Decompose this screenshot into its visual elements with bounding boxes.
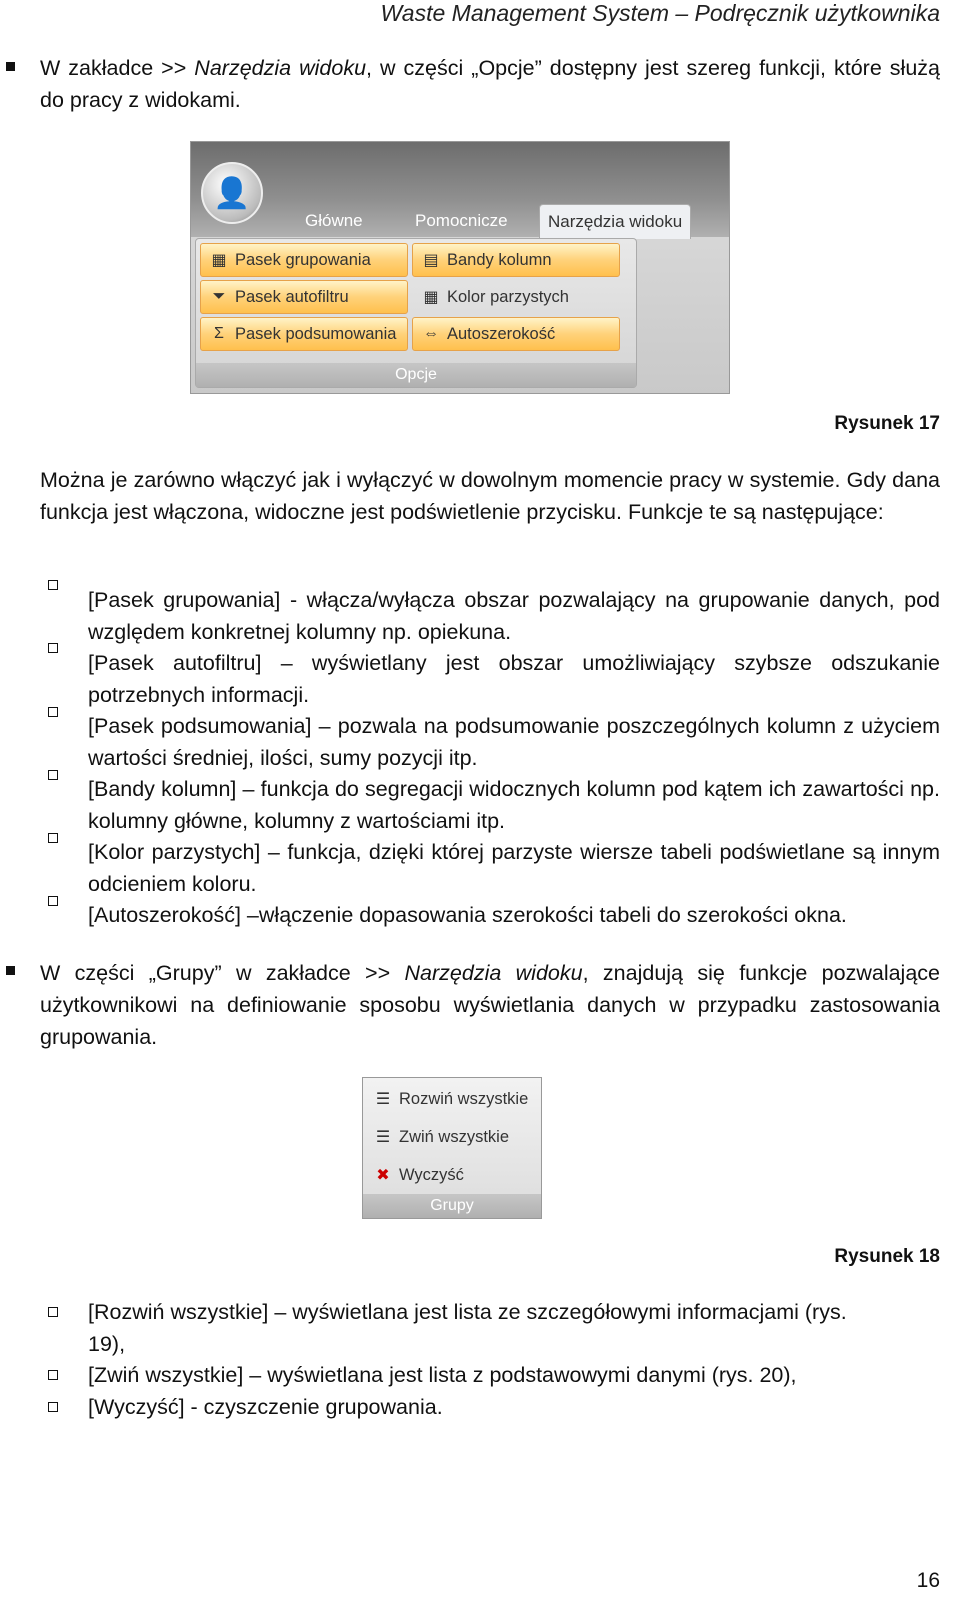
summary-bar-button[interactable]: Σ Pasek podsumowania: [200, 317, 408, 351]
list-item: [Zwiń wszystkie] – wyświetlana jest lista z podstawowymi danymi (rys. 20),: [88, 1363, 797, 1387]
group-label-opcje: Opcje: [196, 363, 636, 387]
group-label-grupy: Grupy: [363, 1194, 541, 1218]
paragraph-functions: Można je zarówno włączyć jak i wyłączyć w dowolnym momencie pracy w systemie. Gdy dana funkcja jest włączona, widoczne jest podświetlenie przycisku. Funkcje te są następujące:: [40, 468, 940, 524]
list-item: [Kolor parzystych] – funkcja, dzięki której parzyste wiersze tabeli podświetlane są innym odcieniem koloru.: [88, 840, 940, 896]
document-header: Waste Management System – Podręcznik użytkownika: [380, 0, 940, 26]
grid-icon: ▦: [423, 289, 439, 306]
list-bullet-icon: [48, 833, 58, 843]
collapse-list-icon: ☰: [375, 1129, 391, 1146]
autowidth-icon: ⇔: [423, 325, 439, 342]
clear-icon: ✖: [376, 1167, 390, 1184]
tab-glowne[interactable]: Główne: [305, 211, 363, 230]
user-avatar-icon: 👤: [201, 162, 263, 224]
ribbon-group-options: [195, 238, 637, 388]
list-bullet-icon: [48, 1370, 58, 1380]
list-item: [Wyczyść] - czyszczenie grupowania.: [88, 1395, 443, 1419]
bullet-square-icon: [6, 966, 15, 975]
autowidth-button[interactable]: ⇔ Autoszerokość: [412, 317, 620, 351]
even-rows-color-button[interactable]: ▦ Kolor parzystych: [412, 280, 620, 314]
list-bullet-icon: [48, 896, 58, 906]
figure-caption-18: Rysunek 18: [834, 1246, 940, 1267]
list-bullet-icon: [48, 580, 58, 590]
list-item: [Pasek podsumowania] – pozwala na podsumowanie poszczególnych kolumn z użyciem wartości średniej, ilości, sumy pozycji itp.: [88, 714, 940, 770]
autofilter-bar-button[interactable]: ⏷ Pasek autofiltru: [200, 280, 408, 314]
expand-all-button[interactable]: ☰ Rozwiń wszystkie: [369, 1084, 528, 1114]
list-bullet-icon: [48, 707, 58, 717]
paragraph-groups: W części „Grupy” w zakładce >> Narzędzia widoku, znajdują się funkcje pozwalające użytkownikowi na definiowanie sposobu wyświetlania danych w przypadku zastosowania grupowania.: [40, 961, 940, 1049]
bands-icon: ▤: [423, 252, 439, 269]
bullet-square-icon: [6, 62, 15, 71]
list-item: [Pasek autofiltru] – wyświetlany jest obszar umożliwiający szybsze odszukanie potrzebnych informacji.: [88, 651, 940, 707]
tab-pomocnicze[interactable]: Pomocnicze: [415, 211, 508, 230]
filter-icon: ⏷: [212, 288, 226, 305]
tab-narzedzia-widoku[interactable]: Narzędzia widoku: [539, 204, 691, 239]
collapse-all-button[interactable]: ☰ Zwiń wszystkie: [369, 1122, 509, 1152]
list-bullet-icon: [48, 1307, 58, 1317]
ribbon-screenshot-options: [190, 141, 730, 394]
list-bullet-icon: [48, 643, 58, 653]
ribbon-screenshot-groups: [362, 1077, 542, 1219]
list-bullet-icon: [48, 1402, 58, 1412]
clear-grouping-button[interactable]: ✖ Wyczyść: [369, 1160, 464, 1190]
group-bar-button[interactable]: ▦ Pasek grupowania: [200, 243, 408, 277]
list-item: [Pasek grupowania] - włącza/wyłącza obszar pozwalający na grupowanie danych, pod względem konkretnej kolumny np. opiekuna.: [88, 588, 940, 644]
list-item: [Bandy kolumn] – funkcja do segregacji widocznych kolumn pod kątem ich zawartości np. kolumny główne, kolumny z wartościami itp.: [88, 777, 940, 833]
table-icon: ▦: [211, 252, 227, 269]
column-bands-button[interactable]: ▤ Bandy kolumn: [412, 243, 620, 277]
page-number: 16: [916, 1569, 940, 1592]
expand-list-icon: ☰: [375, 1091, 391, 1108]
list-bullet-icon: [48, 770, 58, 780]
list-item: [Rozwiń wszystkie] – wyświetlana jest lista ze szczegółowymi informacjami (rys. 19),: [88, 1300, 847, 1356]
list-item: [Autoszerokość] –włączenie dopasowania szerokości tabeli do szerokości okna.: [88, 903, 847, 927]
sum-icon: Σ: [214, 325, 224, 342]
figure-caption-17: Rysunek 17: [834, 413, 940, 434]
paragraph-intro: W zakładce >> Narzędzia widoku, w części „Opcje” dostępny jest szereg funkcji, które służą do pracy z widokami.: [40, 56, 940, 112]
